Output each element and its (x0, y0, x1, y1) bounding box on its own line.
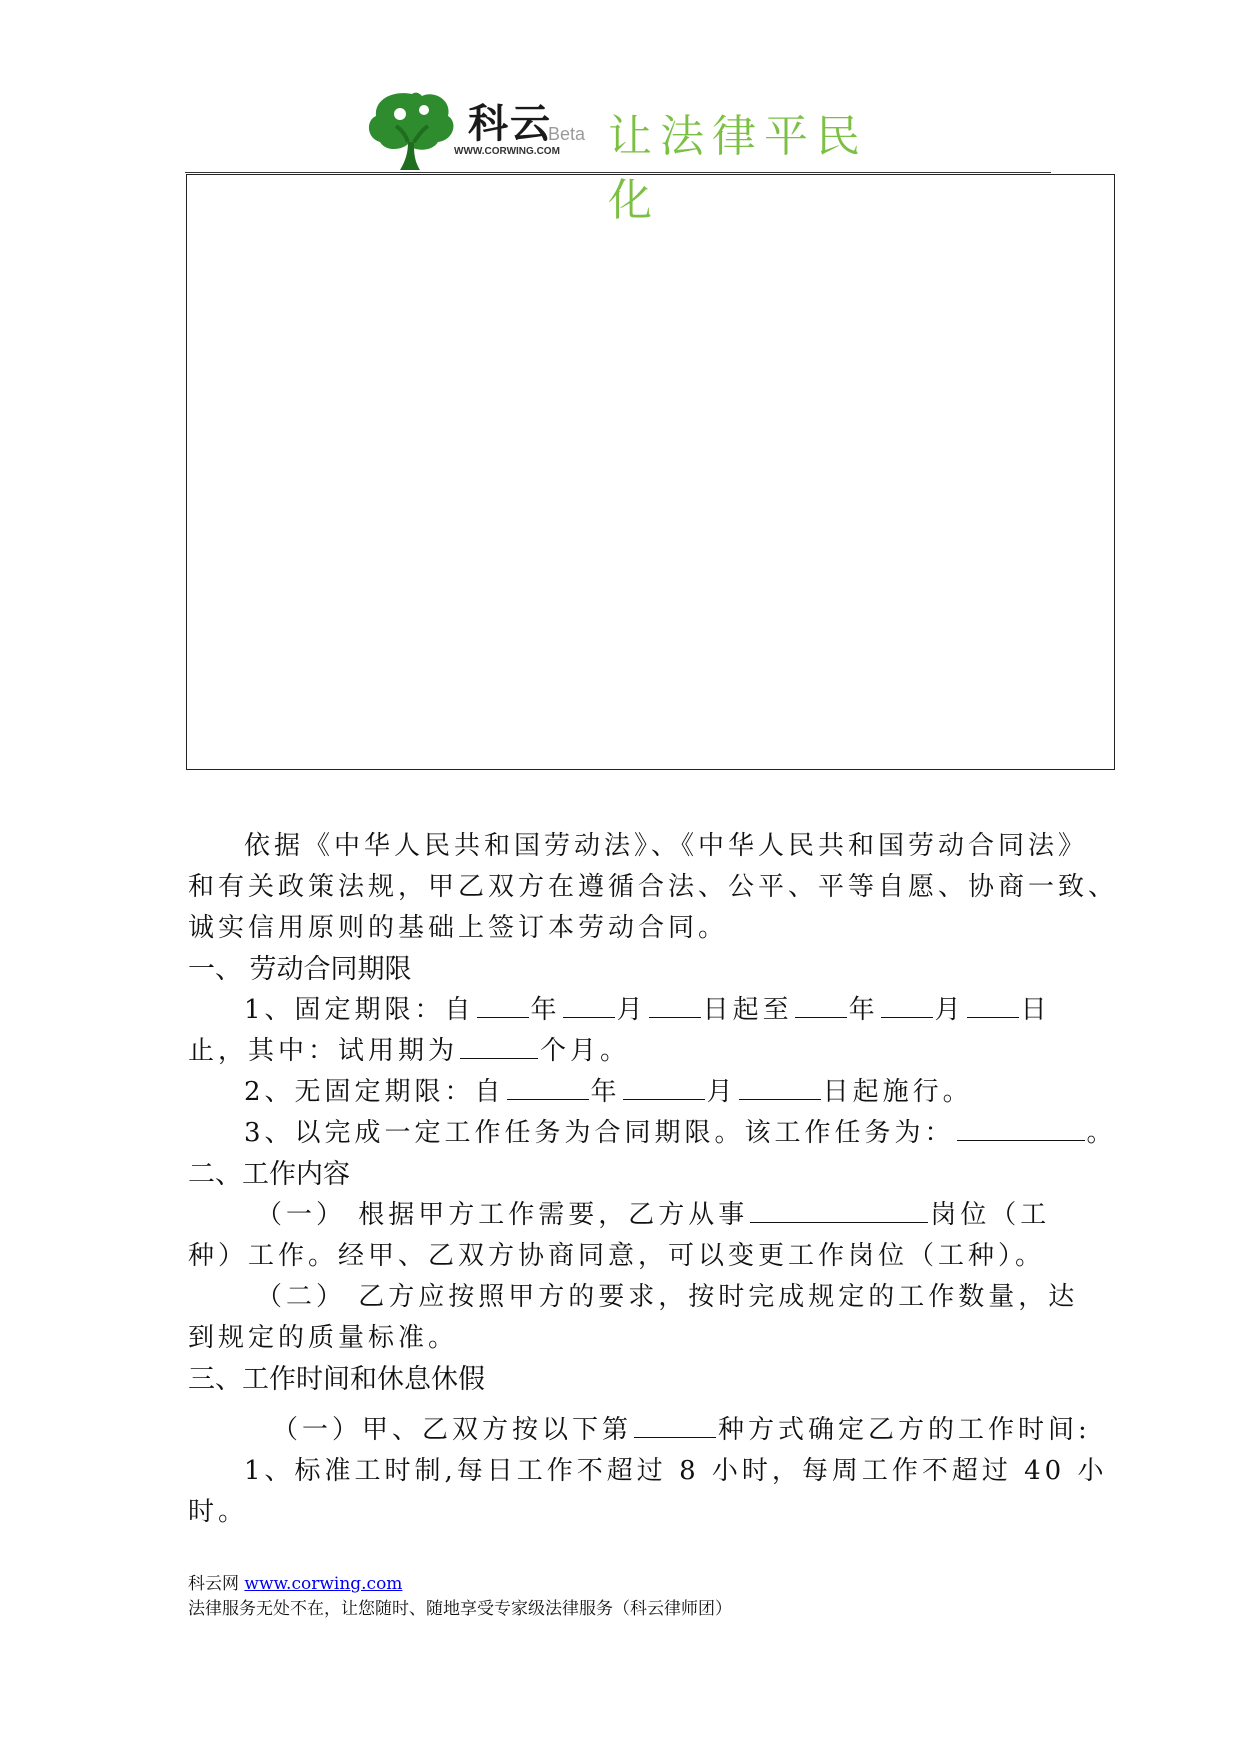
text: 止，其中：试用期为 (188, 1036, 459, 1066)
year-blank (477, 995, 529, 1018)
section-2-p1 (188, 1195, 1088, 1236)
tree-logo-icon (362, 86, 462, 176)
text: （一） 根据甲方工作需要，乙方从事 (256, 1200, 749, 1230)
day-blank (649, 995, 701, 1018)
section-3-p2-cont: 时。 (188, 1497, 249, 1527)
footer-line-1 (188, 1572, 732, 1597)
brand-name: 科云 (468, 100, 552, 147)
text: 年 (590, 1077, 621, 1107)
section-3-p2: 1、标准工时制,每日工作不超过 8 小时，每周工作不超过 40 小 (244, 1456, 1108, 1486)
footer-link[interactable]: www.corwing.com (244, 1574, 403, 1594)
month-blank (623, 1077, 705, 1100)
text: 日起至 (702, 995, 793, 1025)
header-divider (185, 172, 1051, 173)
day-blank (739, 1077, 821, 1100)
probation-blank (460, 1036, 538, 1059)
section-1-item-1 (188, 990, 1088, 1031)
section-2-title: 二、工作内容 (188, 1159, 350, 1189)
intro-line-1: 依据《中华人民共和国劳动法》、《中华人民共和国劳动合同法》 (244, 831, 1089, 861)
day-blank (967, 995, 1019, 1018)
logo-site-url: WWW.CORWING.COM (454, 146, 560, 157)
beta-label: Beta (548, 124, 586, 144)
section-1-title: 一、 劳动合同期限 (188, 954, 412, 984)
text: 年 (530, 995, 561, 1025)
section-1-item-3 (188, 1113, 1117, 1154)
text: 月 (934, 995, 965, 1025)
intro-line-3: 诚实信用原则的基础上签订本劳动合同。 (188, 913, 729, 943)
section-1-item-2 (188, 1072, 1088, 1113)
footer-tagline: 法律服务无处不在，让您随时、随地享受专家级法律服务（科云律师团） (188, 1599, 732, 1619)
header-logo (362, 86, 882, 226)
task-blank (957, 1118, 1085, 1141)
year-blank (507, 1077, 589, 1100)
slogan: 让法律平民化 (608, 111, 868, 226)
cover-box (186, 174, 1115, 770)
text: 3、以完成一定工作任务为合同期限。该工作任务为： (244, 1118, 955, 1148)
section-2-p2-cont: 到规定的质量标准。 (188, 1323, 459, 1353)
text: 日 (1020, 995, 1051, 1025)
text: 月 (706, 1077, 737, 1107)
footer-site-name: 科云网 (188, 1574, 239, 1594)
text: 个月。 (540, 1036, 631, 1066)
document-body (188, 826, 1119, 1533)
section-2-p1-cont: 种）工作。经甲、乙双方协商同意，可以变更工作岗位（工种）。 (188, 1241, 1046, 1271)
month-blank (881, 995, 933, 1018)
text: 日起施行。 (822, 1077, 973, 1107)
text: 。 (1086, 1118, 1117, 1148)
page-footer (188, 1572, 732, 1622)
section-3-p1 (188, 1410, 1091, 1451)
text: 种方式确定乙方的工作时间: (718, 1415, 1091, 1445)
intro-line-2: 和有关政策法规，甲乙双方在遵循合法、公平、平等自愿、协商一致、 (188, 872, 1119, 902)
month-blank (563, 995, 615, 1018)
year-blank (795, 995, 847, 1018)
section-3-title: 三、工作时间和休息休假 (188, 1364, 485, 1394)
spacer (188, 1400, 1088, 1410)
text: （一）甲、乙双方按以下第 (272, 1415, 633, 1445)
text: 年 (848, 995, 879, 1025)
text: 月 (616, 995, 647, 1025)
text: 1、固定期限：自 (244, 995, 475, 1025)
text: 2、无固定期限：自 (244, 1077, 505, 1107)
text: 岗位（工 (930, 1200, 1051, 1230)
post-blank (750, 1200, 928, 1223)
section-2-p2: （二） 乙方应按照甲方的要求，按时完成规定的工作数量，达 (256, 1282, 1079, 1312)
method-blank (634, 1415, 716, 1438)
section-1-item-1-cont (188, 1031, 1088, 1072)
